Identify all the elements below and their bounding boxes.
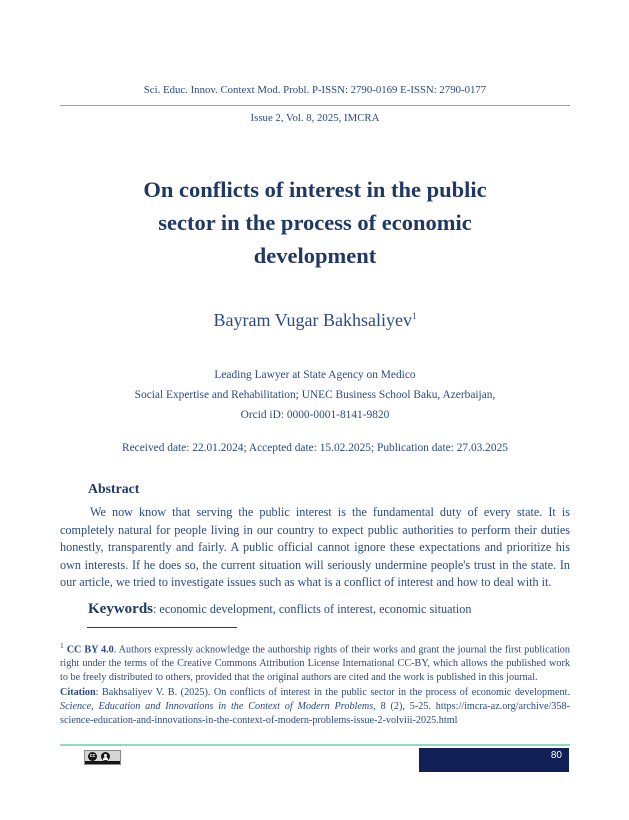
header-divider: [60, 105, 570, 106]
abstract-heading: Abstract: [88, 481, 140, 496]
author-name: Bayram Vugar Bakhsaliyev: [213, 310, 413, 330]
cc-icon: cc: [89, 753, 96, 759]
license-name: CC BY 4.0: [66, 643, 114, 655]
article-title-line: development: [253, 243, 377, 268]
citation-authors: : Bakhsaliyev V. B. (2025). On conflicts of interest in the public sector in the process of economic development.: [95, 686, 570, 698]
page-number: 80: [550, 750, 562, 761]
citation-url[interactable]: https://imcra-az.org/archive/358-science-education-and-innovations-in-the-context-of-modern-problems-issue-2-volviii-2025.html: [60, 700, 570, 726]
citation-label: Citation: [60, 686, 96, 698]
abstract-text: We now know that serving the public interest is the fundamental duty of every state. It is completely natural for people living in our country to expect public authorities to perform their duties honestly, transparently and fairly. A public official cannot ignore these expectations and prioritize his own interests. If he does so, the current situation will seriously undermine people's trust in the state. In our article, we tried to investigate issues such as what is a conflict of interest and how to deal with it.: [60, 505, 570, 589]
citation-paragraph: [60, 686, 570, 729]
article-title: [60, 173, 570, 272]
journal-header: Sci. Educ. Innov. Context Mod. Probl. P-ISSN: 2790-0169 E-ISSN: 2790-0177: [143, 84, 487, 96]
license-footnote: [60, 639, 570, 686]
keywords-line: [88, 601, 570, 618]
article-title-line: On conflicts of interest in the public: [143, 177, 487, 202]
keywords-text: : economic development, conflicts of interest, economic situation: [153, 601, 472, 616]
citation-volume-pages: , 8 (2), 5-25.: [373, 700, 436, 712]
citation-journal-name: Science, Education and Innovations in the Context of Modern Problems: [60, 700, 374, 712]
orcid-id: Orcid iD: 0000-0001-8141-9820: [240, 409, 390, 421]
by-person-icon: [101, 752, 110, 761]
article-dates: Received date: 22.01.2024; Accepted date: 15.02.2025; Publication date: 27.03.2025: [122, 442, 508, 454]
author-footnote-ref: 1: [412, 311, 417, 321]
affiliation-line: Leading Lawyer at State Agency on Medico: [214, 369, 416, 381]
footnote-block: [60, 639, 570, 729]
author-line: [60, 305, 570, 332]
page-content: [60, 0, 570, 728]
page-number-bar: [419, 748, 569, 772]
footnote-divider: [87, 627, 237, 628]
affiliation-line: Social Expertise and Rehabilitation; UNEC Business School Baku, Azerbaijan,: [134, 389, 496, 401]
footer-divider: [60, 744, 570, 746]
badge-bottom-strip: [85, 761, 120, 764]
license-text: . Authors expressly acknowledge the authorship rights of their works and grant the journal the first publication right under the terms of the Creative Commons Attribution License International CC-BY, which allows the published work to be freely distributed to others, provided that the original authors are cited and the work is published in this journal.: [60, 643, 570, 684]
issue-info: Issue 2, Vol. 8, 2025, IMCRA: [250, 112, 380, 124]
footnote-ref: 1: [60, 640, 64, 650]
keywords-label: Keywords: [88, 600, 153, 617]
cc-by-license-badge[interactable]: [84, 750, 121, 765]
article-title-line: sector in the process of economic: [158, 210, 472, 235]
affiliation-block: [60, 365, 570, 425]
